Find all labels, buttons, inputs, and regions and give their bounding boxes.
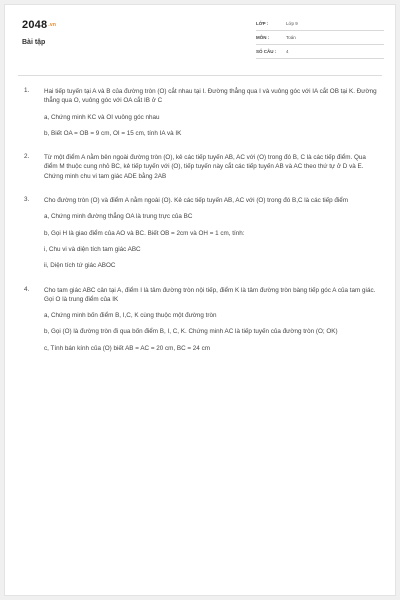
question-part: c, Tính bán kính của (O) biết AB = AC = 20 cm, BC = 24 cm: [44, 344, 210, 352]
meta-label-count: SỐ CÂU :: [256, 49, 277, 54]
question-part: b, Biết OA = OB = 9 cm, OI = 15 cm, tính IA và IK: [44, 129, 182, 137]
question-part: a, Chứng minh đường thẳng OA là trung trực của BC: [44, 213, 193, 221]
question-2: [24, 153, 379, 181]
question-text: Cho đường tròn (O) và điểm A nằm ngoài (O). Kẻ các tiếp tuyến AB, AC với (O) trong đó B,C là các tiếp điểm: [44, 197, 349, 205]
question-part: ii, Diện tích tứ giác ABOC: [44, 262, 116, 270]
meta-panel: [256, 19, 384, 61]
site-logo[interactable]: [22, 19, 56, 31]
meta-value-count: 4: [286, 49, 289, 54]
question-part: i, Chu vi và diện tích tam giác ABC: [44, 245, 141, 253]
question-part: b, Gọi (O) là đường tròn đi qua bốn điểm B, I, C, K. Chứng minh AC là tiếp tuyến của đường tròn (O; OK): [44, 328, 338, 336]
question-number: 1.: [24, 87, 30, 94]
header-divider: [18, 75, 382, 76]
question-text: Từ một điểm A nằm bên ngoài đường tròn (O), kẻ các tiếp tuyến AB, AC với (O) trong đó B, C là các tiếp điểm. Qua điểm M thuộc cung nhỏ BC, kẻ tiếp tuyến với (O), tiếp tuyến này cắt các tiếp tuyến AB và AC theo thứ tự ở D và E. Chứng minh chu vi tam giác ADE bằng 2AB: [44, 154, 366, 180]
question-part: a, Chứng minh KC và OI vuông góc nhau: [44, 113, 160, 121]
meta-row-grade: [256, 19, 384, 31]
logo-suffix: .vn: [48, 22, 57, 28]
meta-label-subject: MÔN :: [256, 35, 270, 40]
question-list: [24, 87, 379, 368]
meta-value-grade: Lớp 9: [286, 21, 298, 26]
meta-label-grade: LỚP :: [256, 21, 269, 26]
question-number: 2.: [24, 153, 30, 161]
question-1: [24, 87, 379, 138]
logo-text: 2048: [22, 19, 48, 31]
meta-value-subject: Toán: [286, 35, 296, 40]
question-number: 3.: [24, 196, 30, 204]
question-3: [24, 196, 379, 270]
question-4: [24, 286, 379, 353]
question-text: Cho tam giác ABC cân tại A, điểm I là tâm đường tròn nội tiếp, điểm K là tâm đường tròn bàng tiếp góc A của tam giác. Gọi O là trung điểm của IK: [44, 286, 376, 303]
question-text: Hai tiếp tuyến tại A và B của đường tròn (O) cắt nhau tại I. Đường thẳng qua I và vuông góc với IA cắt OB tại K. Đường thẳng qua O, vuông góc với OA cắt IB ở C: [44, 88, 377, 105]
worksheet-page: [4, 4, 396, 596]
question-part: b, Gọi H là giao điểm của AO và BC. Biết OB = 2cm và OH = 1 cm, tính:: [44, 229, 245, 237]
page-title: Bài tập: [22, 39, 46, 46]
meta-row-count: [256, 47, 384, 59]
question-number: 4.: [24, 285, 30, 293]
question-part: a, Chứng minh bốn điểm B, I,C, K cùng thuộc một đường tròn: [44, 312, 217, 320]
meta-row-subject: [256, 33, 384, 45]
page-header: [5, 5, 395, 75]
